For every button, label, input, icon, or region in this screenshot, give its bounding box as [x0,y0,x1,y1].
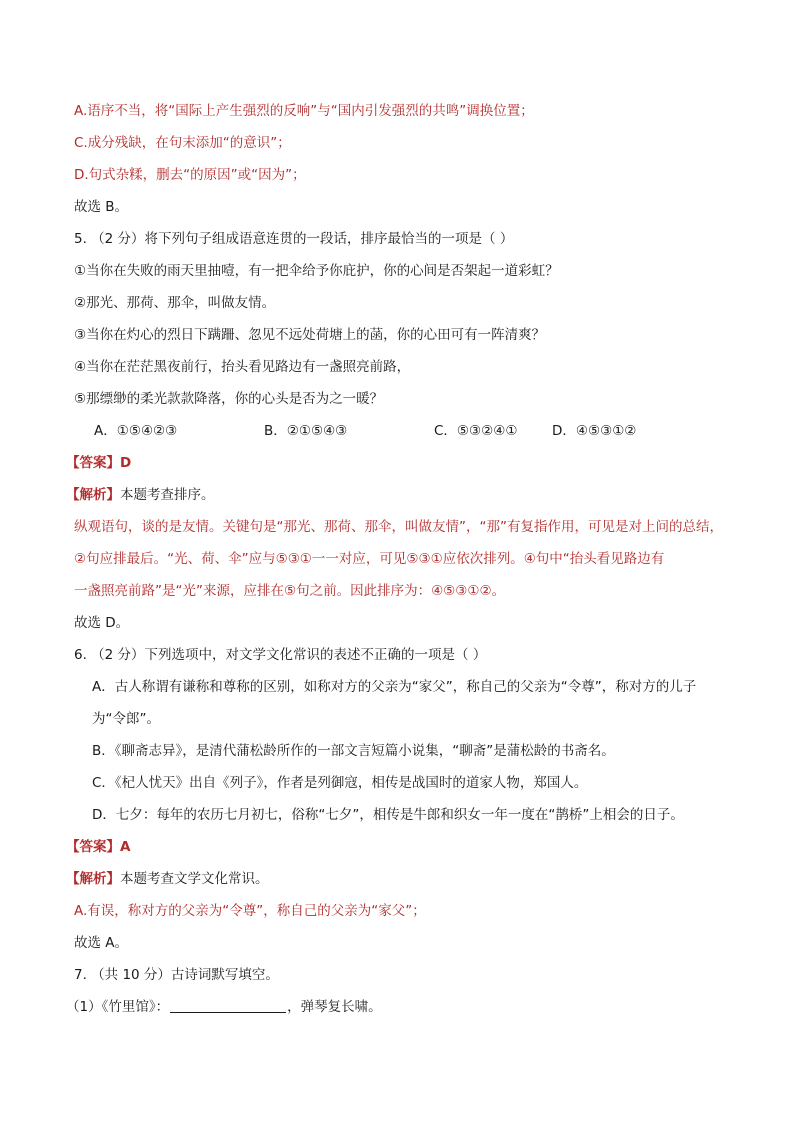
answer-value: A [120,839,131,855]
answer-tag: 【答案】 [66,839,120,855]
answer-line [66,453,754,473]
option-b: B．②①⑤④③ [264,423,348,439]
sentence-1: ①当你在失败的雨天里抽噎，有一把伞给予你庇护，你的心间是否架起一道彩虹？ [74,263,559,279]
option-a: A．①⑤④②③ [94,423,178,439]
analysis-line [66,869,754,889]
answer-line [66,837,754,857]
option-d: D．七夕：每年的农历七月初七，俗称“七夕”，相传是牛郎和织女一年一度在“鹊桥”上相会的日子。 [92,807,684,823]
analysis-line [66,485,754,505]
explanation-line: 一盏照亮前路”是“光”来源，应排在⑤句之前。因此排序为：④⑤③①②。 [74,583,506,599]
option-a-line-2: 为“令郎”。 [92,711,160,727]
option-c: C．《杞人忧天》出自《列子》，作者是列御寇，相传是战国时的道家人物，郑国人。 [92,775,588,791]
options-row [94,421,754,441]
explanation-line: 纵观语句，谈的是友情。关键句是“那光、那荷、那伞，叫做友情”，“那”有复指作用，可见是对上问的总结， [74,519,723,535]
question-7-stem: 7. （共 10 分）古诗词默写填空。 [74,967,279,983]
item-prefix: （1）《竹里馆》： [66,999,170,1015]
analysis-text: 本题考查排序。 [120,487,215,503]
option-c: C．⑤③②④① [434,423,518,439]
analysis-tag: 【解析】 [66,487,120,503]
fill-blank-item-1 [66,997,754,1017]
explanation-line: ②句应排最后。“光、荷、伞”应与⑤③①一一对应，可见⑤③①应依次排列。④句中“抬头看见路边有 [74,551,665,567]
conclusion-line: 故选 A。 [74,935,129,951]
analysis-tag: 【解析】 [66,871,120,887]
option-a-line-1: A．古人称谓有谦称和尊称的区别，如称对方的父亲为“家父”，称自己的父亲为“令尊”，称对方的儿子 [92,679,697,695]
explanation-line: A.有误，称对方的父亲为“令尊”，称自己的父亲为“家父”； [74,903,426,919]
sentence-4: ④当你在茫茫黑夜前行，抬头看见路边有一盏照亮前路， [74,359,411,375]
option-d: D．④⑤③①② [552,423,637,439]
answer-blank[interactable] [170,998,286,1013]
answer-value: D [120,455,132,471]
conclusion-line: 故选 B。 [74,199,129,215]
option-b: B．《聊斋志异》，是清代蒲松龄所作的一部文言短篇小说集，“聊斋”是蒲松龄的书斋名。 [92,743,615,759]
conclusion-line: 故选 D。 [74,615,130,631]
sentence-5: ⑤那缥缈的柔光款款降落，你的心头是否为之一暖？ [74,391,384,407]
question-5-stem: 5. （2 分）将下列句子组成语意连贯的一段话，排序最恰当的一项是（ ） [74,231,514,247]
sentence-2: ②那光、那荷、那伞，叫做友情。 [74,295,276,311]
answer-tag: 【答案】 [66,455,120,471]
item-suffix: ，弹琴复长啸。 [287,999,382,1015]
sentence-3: ③当你在灼心的烈日下蹒跚、忽见不远处荷塘上的菡，你的心田可有一阵清爽？ [74,327,546,343]
explanation-line: C.成分残缺，在句末添加“的意识”； [74,135,291,151]
explanation-line: D.句式杂糅，删去“的原因”或“因为”； [74,167,306,183]
explanation-line: A.语序不当，将“国际上产生强烈的反响”与“国内引发强烈的共鸣”调换位置； [74,103,534,119]
analysis-text: 本题考查文学文化常识。 [120,871,269,887]
question-6-stem: 6. （2 分）下列选项中，对文学文化常识的表述不正确的一项是（ ） [74,647,487,663]
